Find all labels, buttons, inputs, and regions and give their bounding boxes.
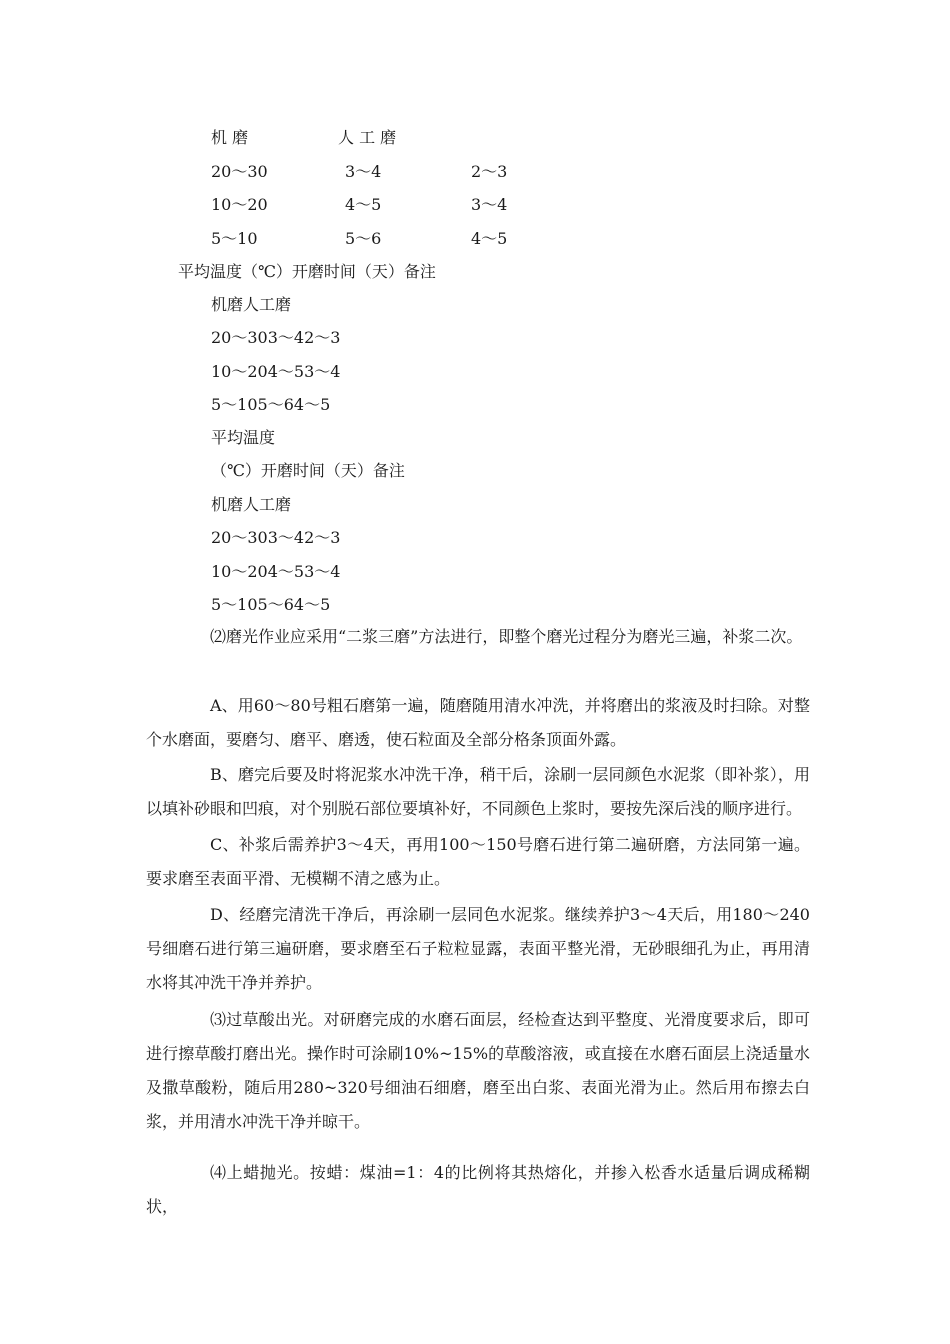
- table-header-machine: 机 磨: [211, 128, 249, 147]
- table-cell: 4～5: [471, 229, 508, 248]
- paragraph-oxalic-acid: ⑶过草酸出光。对研磨完成的水磨石面层，经检查达到平整度、光滑度要求后，即可进行擦草酸打磨出光。操作时可涂刷10%~15%的草酸溶液，或直接在水磨石面层上浇适量水及撒草酸粉，随后用280~320号细油石细磨，磨至出白浆、表面光滑为止。然后用布擦去白浆，并用清水冲洗干净并晾干。: [146, 1010, 810, 1131]
- table-cell: 3～4: [345, 162, 382, 181]
- paragraph-step-c: C、补浆后需养护3～4天，再用100～150号磨石进行第二遍研磨，方法同第一遍。要求磨至表面平滑、无模糊不清之感为止。: [146, 835, 810, 888]
- text-line: 20～303～42～3: [211, 328, 341, 347]
- text-line: 机磨人工磨: [211, 295, 292, 314]
- paragraph-step-a: A、用60～80号粗石磨第一遍，随磨随用清水冲洗，并将磨出的浆液及时扫除。对整个水磨面，要磨匀、磨平、磨透，使石粒面及全部分格条顶面外露。: [146, 696, 810, 749]
- paragraph-step-b: B、磨完后要及时将泥浆水冲洗干净，稍干后，涂刷一层同颜色水泥浆（即补浆），用以填补砂眼和凹痕，对个别脱石部位要填补好，不同颜色上浆时，要按先深后浅的顺序进行。: [146, 765, 810, 818]
- text-line: 10～204～53～4: [211, 562, 341, 581]
- table-header-manual: 人 工 磨: [338, 128, 397, 147]
- table-cell: 5～6: [345, 229, 382, 248]
- text-line: 20～303～42～3: [211, 528, 341, 547]
- text-line: （℃）开磨时间（天）备注: [211, 461, 405, 480]
- paragraph-step-d: D、经磨完清洗干净后，再涂刷一层同色水泥浆。继续养护3～4天后，用180～240号细磨石进行第三遍研磨，要求磨至石子粒粒显露，表面平整光滑，无砂眼细孔为止，再用清水将其冲洗干净并养护。: [146, 905, 810, 992]
- text-line: 机磨人工磨: [211, 495, 292, 514]
- text-line: 平均温度（℃）开磨时间（天）备注: [178, 262, 436, 281]
- table-cell: 3～4: [471, 195, 508, 214]
- text-line: 5～105～64～5: [211, 595, 331, 614]
- table-cell: 10～20: [211, 195, 268, 214]
- text-line: 平均温度: [211, 428, 276, 447]
- table-cell: 2～3: [471, 162, 508, 181]
- paragraph-waxing: ⑷上蜡抛光。按蜡：煤油=1：4的比例将其热熔化，并掺入松香水适量后调成稀糊状，: [146, 1163, 810, 1216]
- table-cell: 4～5: [345, 195, 382, 214]
- table-cell: 20～30: [211, 162, 268, 181]
- table-cell: 5～10: [211, 229, 258, 248]
- paragraph-polishing-method: ⑵磨光作业应采用“二浆三磨”方法进行，即整个磨光过程分为磨光三遍，补浆二次。: [210, 627, 803, 646]
- text-line: 10～204～53～4: [211, 362, 341, 381]
- text-line: 5～105～64～5: [211, 395, 331, 414]
